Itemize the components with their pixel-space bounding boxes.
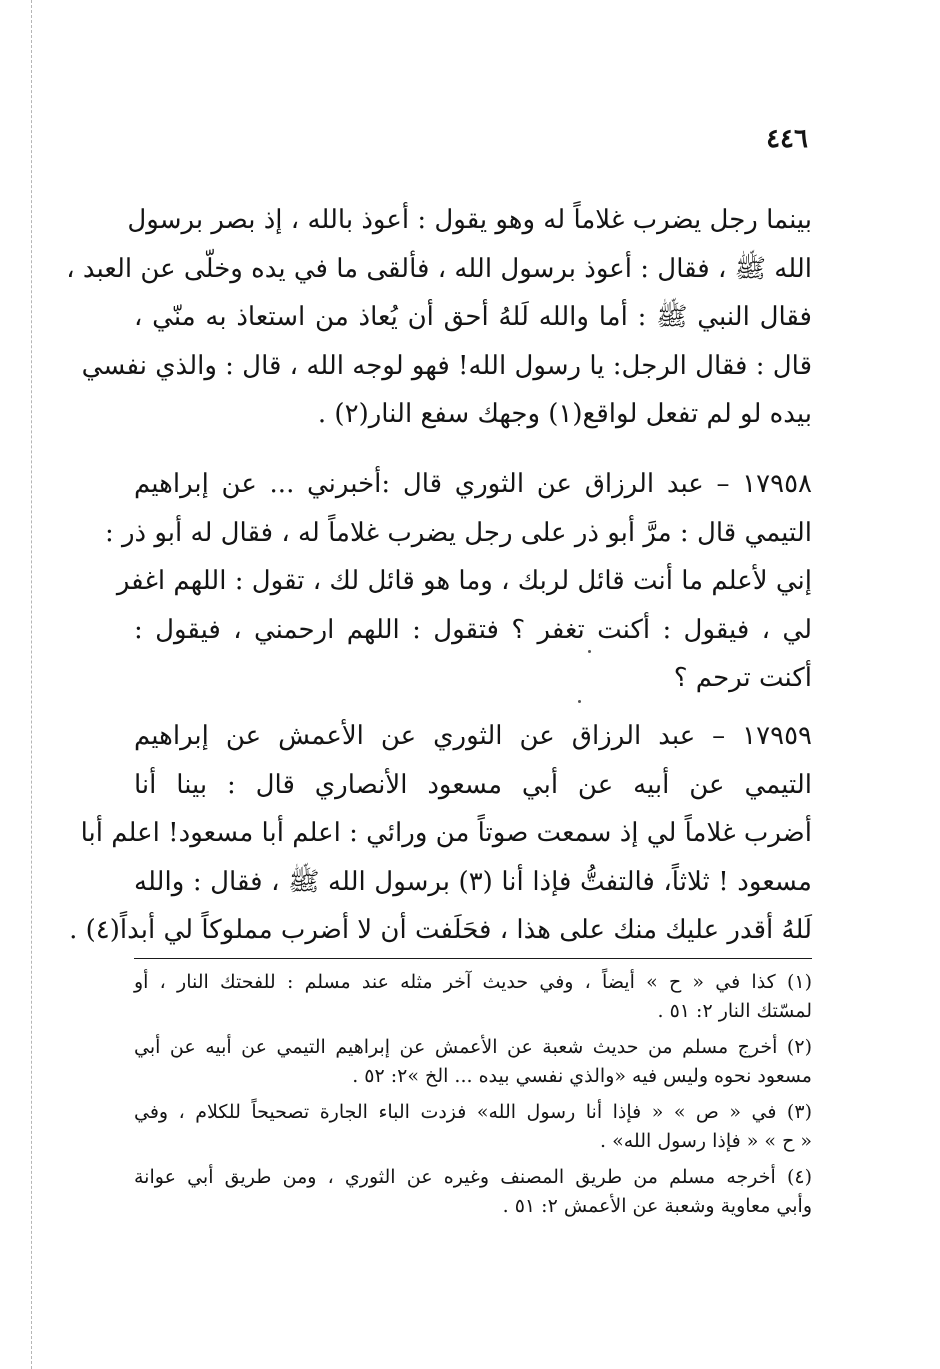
- footnote-4: [134, 1163, 812, 1220]
- text-line: التيمي عن أبيه عن أبي مسعود الأنصاري قال : بينا أنا: [134, 769, 812, 800]
- footnote-1: [134, 968, 812, 1025]
- hadith-17959: [69, 712, 812, 955]
- text-line: مسعود ! ثلاثاً، فالتفتُّ فإذا أنا (٣) برسول الله ﷺ ، فقال : والله: [134, 866, 812, 897]
- footnote-line: (١) كذا في « ح » أيضاً ، وفي حديث آخر مثله عند مسلم : للفحتك النار ، أو: [134, 971, 812, 993]
- text-line: إني لأعلم ما أنت قائل لربك ، وما هو قائل لك ، تقول : اللهم اغفر: [116, 566, 812, 597]
- text-line: أكنت ترحم ؟: [673, 663, 812, 694]
- footnote-line: (٣) في « ص » « فإذا أنا رسول الله» فزدت الباء الجارة تصحيحاً للكلام ، وفي: [134, 1101, 812, 1123]
- text-line: الله ﷺ ، فقال : أعوذ برسول الله ، فألقى ما في يده وخلّى عن العبد ،: [66, 253, 812, 284]
- hadith-heading-line: ١٧٩٥٨ – عبد الرزاق عن الثوري قال :أخبرني ... عن إبراهيم: [134, 469, 812, 499]
- scan-speck: [578, 700, 581, 703]
- footnote-line: لمسّتك النار ٢: ٥١ .: [657, 999, 812, 1022]
- footnotes: [134, 968, 812, 1228]
- footnote-line: (٤) أخرجه مسلم من طريق المصنف وغيره عن الثوري ، ومن طريق أبي عوانة: [134, 1166, 812, 1188]
- paragraph-1: [66, 196, 812, 439]
- hadith-heading-line: ١٧٩٥٩ – عبد الرزاق عن الثوري عن الأعمش عن إبراهيم: [134, 721, 812, 751]
- text-line: أضرب غلاماً لي إذ سمعت صوتاً من ورائي : اعلم أبا مسعود! اعلم أبا: [80, 818, 812, 849]
- text-line: فقال النبي ﷺ : أما والله لَلهُ أحق أن يُعاذ من استعاذ به منّي ،: [134, 302, 812, 333]
- text-line: بينما رجل يضرب غلاماً له وهو يقول : أعوذ بالله ، إذ بصر برسول: [127, 205, 812, 235]
- scan-speck: [588, 650, 591, 653]
- footnote-separator: [134, 958, 812, 959]
- text-line: التيمي قال : مرَّ أبو ذر على رجل يضرب غلاماً له ، فقال له أبو ذر :: [104, 517, 812, 548]
- text-line: قال : فقال الرجل: يا رسول الله! فهو لوجه الله ، قال : والذي نفسي: [81, 350, 812, 381]
- footnote-line: مسعود نحوه وليس فيه «والذي نفسي بيده ... الخ »٢: ٥٢ .: [352, 1064, 812, 1087]
- page-number: ٤٤٦: [766, 124, 808, 154]
- footnote-line: (٢) أخرج مسلم من حديث شعبة عن الأعمش عن إبراهيم التيمي عن أبيه عن أبي: [134, 1036, 812, 1058]
- footnote-2: [134, 1033, 812, 1090]
- text-line: بيده لو لم تفعل لواقع(١) وجهك سفع النار(٢) .: [317, 399, 812, 430]
- text-line: لي ، فيقول : أكنت تغفر ؟ فتقول : اللهم ارحمني ، فيقول :: [134, 614, 812, 645]
- text-line: لَلهُ أقدر عليك منك على هذا ، فحَلَفت أن لا أضرب مملوكاً لي أبداً(٤) .: [69, 915, 812, 946]
- hadith-17958: [104, 460, 812, 703]
- footnote-3: [134, 1098, 812, 1155]
- footnote-line: وأبي معاوية وشعبة عن الأعمش ٢: ٥١ .: [502, 1194, 812, 1217]
- page-edge-line: [31, 0, 33, 1369]
- footnote-line: « ح » « فإذا رسول الله» .: [600, 1129, 812, 1152]
